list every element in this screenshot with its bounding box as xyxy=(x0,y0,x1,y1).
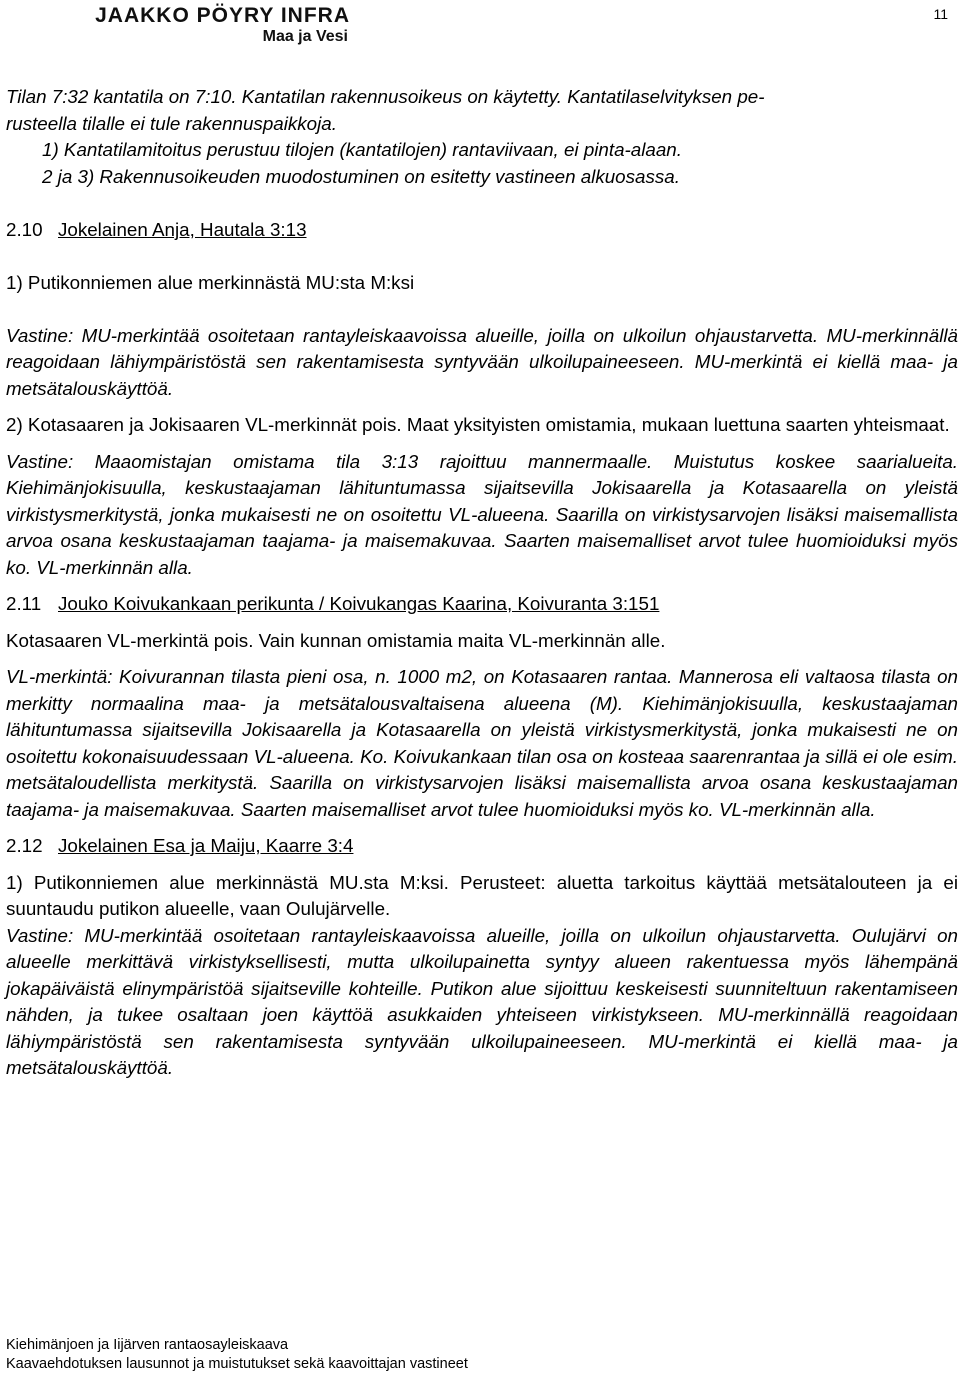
comment-paragraph: 2) Kotasaaren ja Jokisaaren VL-merkinnät pois. Maat yksityisten omistamia, mukaan luettuna saarten yhteismaat. xyxy=(6,414,950,435)
comment-paragraph: 1) Putikonniemen alue merkinnästä MU:sta M:ksi xyxy=(6,271,415,293)
comment-paragraph: Kotasaaren VL-merkintä pois. Vain kunnan omistamia maita VL-merkinnän alle. xyxy=(6,629,666,651)
page-footer xyxy=(6,1336,468,1374)
section-number: 2.10 xyxy=(6,218,43,240)
paragraph-line: Tilan 7:32 kantatila on 7:10. Kantatilan rakennusoikeus on käytetty. Kantatilaselvityksen pe- xyxy=(6,86,765,107)
section-number: 2.12 xyxy=(6,835,43,856)
footer-line: Kiehimänjoen ja Iijärven rantaosayleiskaava xyxy=(6,1337,289,1353)
document-body xyxy=(6,84,958,1082)
response-paragraph: Vastine: MU-merkintää osoitetaan rantayleiskaavoissa alueille, joilla on ulkoilun ohjaustarvetta. Oulujärvi on alueelle merkittävä virkistyksellisesti, mutta ulkoilupainetta syntyy alueen rakentuessa myös lähempänä jokapäiväistä elinympäristöä sijaitseville kohteille. Putikon alue sijoittuu keskeisesti suunniteltuun rakentamiseen nähden, ja tukee osaltaan joen käyttöä asukkaiden yhteiseen virkistykseen. MU-merkinnällä reagoidaan lähiympäristöstä sen rakentamisesta syntyvään ulkoilupaineeseen. MU-merkintä ei kiellä maa- ja metsätalouskäyttöä. xyxy=(6,924,958,1078)
section-title: Jokelainen Esa ja Maiju, Kaarre 3:4 xyxy=(58,835,354,856)
section-number: 2.11 xyxy=(6,593,42,614)
section-heading-2-12 xyxy=(6,833,958,860)
paragraph-line: rusteella tilalle ei tule rakennuspaikkoja. xyxy=(6,112,337,134)
section-title: Jouko Koivukankaan perikunta / Koivukangas Kaarina, Koivuranta 3:151 xyxy=(58,593,660,614)
section-heading-2-11 xyxy=(6,591,958,618)
footer-line: Kaavaehdotuksen lausunnot ja muistutukset sekä kaavoittajan vastineet xyxy=(6,1356,468,1372)
section-heading-2-10 xyxy=(6,217,958,244)
response-paragraph: Vastine: MU-merkintää osoitetaan rantayleiskaavoissa alueille, joilla on ulkoilun ohjaustarvetta. MU-merkinnällä reagoidaan lähiympäristöstä sen rakentamisesta syntyvään ulkoilupaineeseen. MU-merkintä ei kiellä maa- ja metsätalouskäyttöä. xyxy=(6,324,958,399)
comment-paragraph: 1) Putikonniemen alue merkinnästä MU.sta M:ksi. Perusteet: aluetta tarkoitus käyttää metsätalouteen ja ei suuntaudu putikon alueelle, vaan Oulujärvelle. xyxy=(6,871,958,919)
response-paragraph: Vastine: Maaomistajan omistama tila 3:13 rajoittuu mannermaalle. Muistutus koskee saarialueita. Kiehimänjokisuulla, keskustaajaman lähituntumassa sijaitsevilla Jokisaarella ja Kotasaarella on yleistä virkistysmerkitystä, jonka mukaisesti ne on osoitettu VL-alueena. Saarilla on virkistysarvojen lisäksi maisemallista arvoa osana keskustaajaman taajama- ja maisemakuvaa. Saarten maisemalliset arvot tulee huomioiduksi myös ko. VL-merkinnän alla. xyxy=(6,450,958,578)
company-logo xyxy=(50,4,350,46)
logo-main-text: JAAKKO PÖYRY INFRA xyxy=(95,4,350,27)
list-item: 2 ja 3) Rakennusoikeuden muodostuminen on esitetty vastineen alkuosassa. xyxy=(42,165,680,187)
response-paragraph: VL-merkintä: Koivurannan tilasta pieni osa, n. 1000 m2, on Kotasaaren rantaa. Mannerosa eli valtaosa tilasta on merkitty normaalina maa- ja metsätalousvaltaisena alueena (M). Kiehimänjokisuulla, keskustaajaman lähituntumassa sijaitsevilla Jokisaarella ja Kotasaarella on yleistä virkistysmerkitystä, jonka mukaisesti ne on osoitettu kokonaisuudessaan VL-alueena. Ko. Koivukankaan tilan osa on kosteaa saarenrantaa ja sillä ei ole esim. metsätaloudellista merkitystä. Saarilla on virkistysarvojen lisäksi maisemallista arvoa osana keskustaajaman taajama- ja maisemakuvaa. Saarten maisemalliset arvot tulee huomioiduksi myös ko. VL-merkinnän alla. xyxy=(6,666,958,820)
logo-sub-text: Maa ja Vesi xyxy=(262,28,348,45)
list-item: 1) Kantatilamitoitus perustuu tilojen (kantatilojen) rantaviivaan, ei pinta-alaan. xyxy=(42,139,682,160)
page-number: 11 xyxy=(933,6,948,22)
section-title: Jokelainen Anja, Hautala 3:13 xyxy=(58,218,307,240)
